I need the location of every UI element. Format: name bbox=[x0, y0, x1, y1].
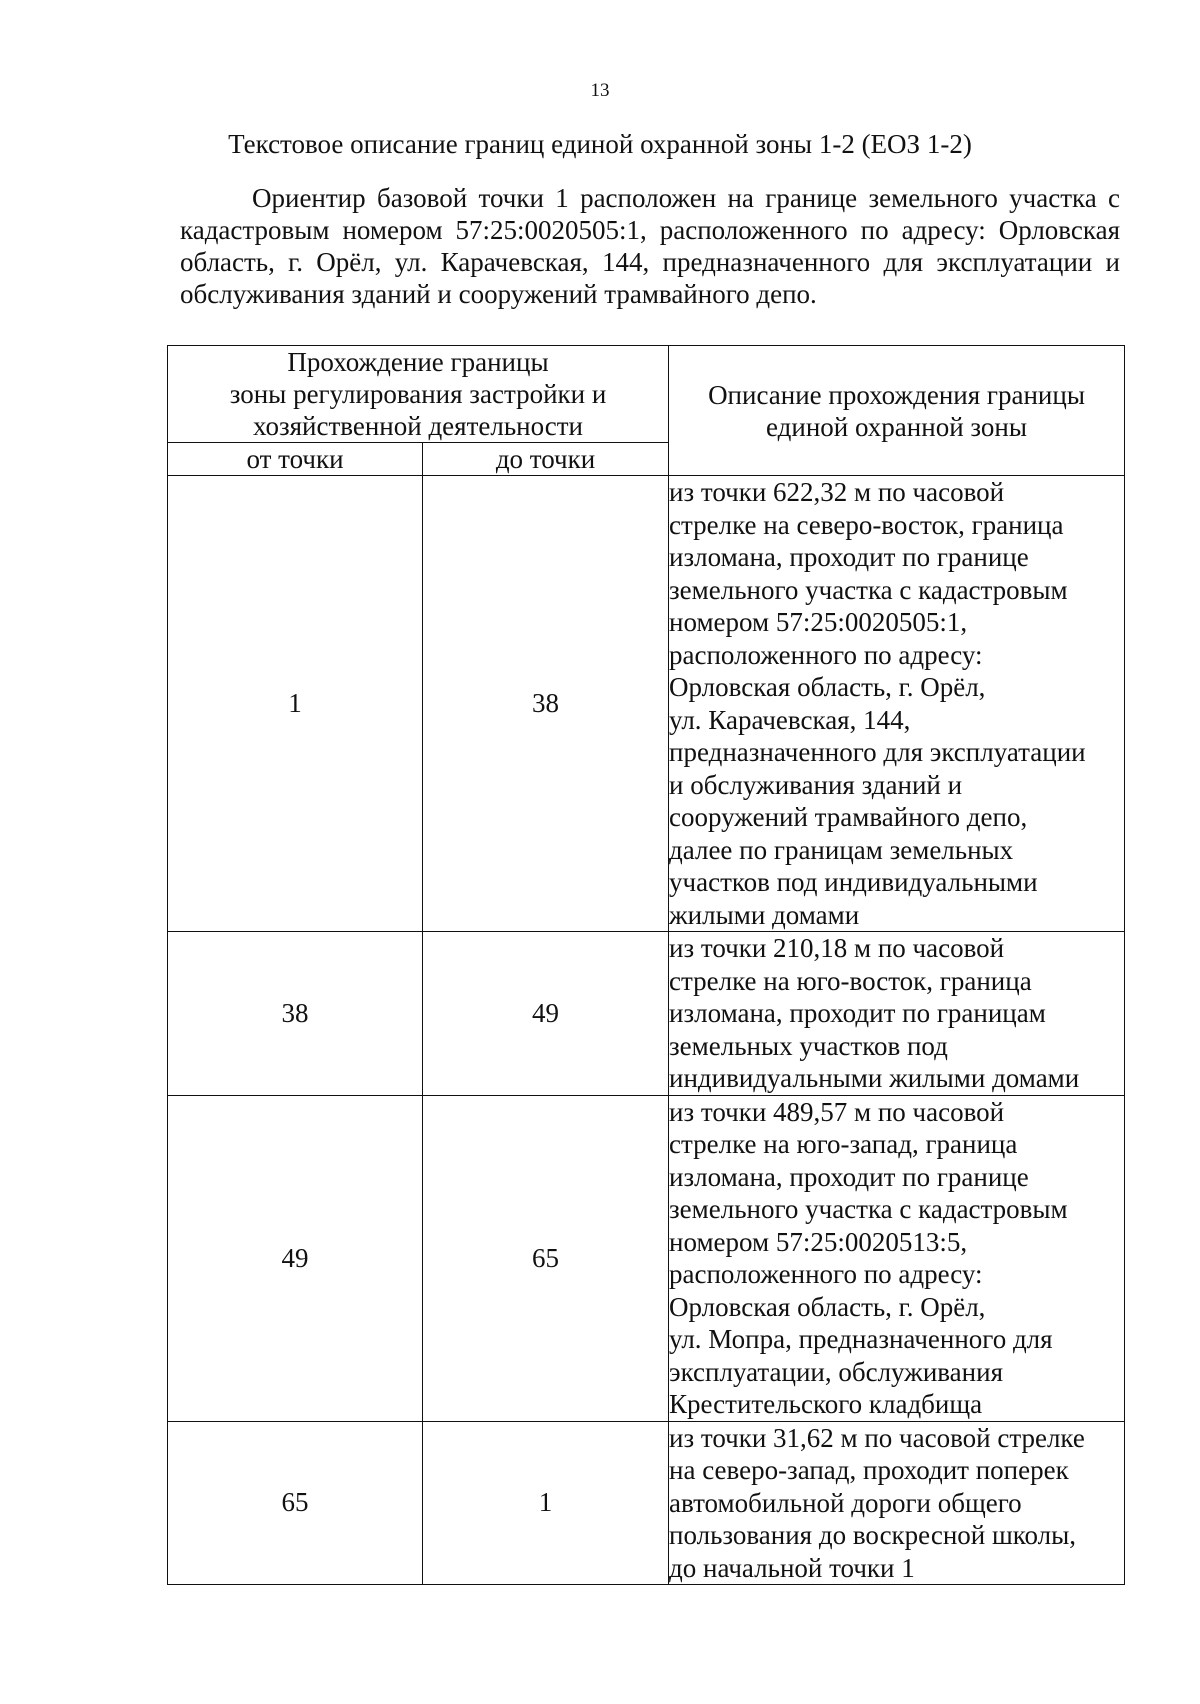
description-line: земельных участков под bbox=[669, 1030, 948, 1061]
from-point-cell: 1 bbox=[168, 476, 423, 932]
from-point-cell: 38 bbox=[168, 932, 423, 1096]
header-line: единой охранной зоны bbox=[766, 411, 1027, 442]
header-line: Описание прохождения границы bbox=[708, 379, 1085, 410]
description-line: Орловская область, г. Орёл, bbox=[669, 1291, 986, 1322]
boundary-description-cell bbox=[669, 1095, 1125, 1421]
description-line: изломана, проходит по границе bbox=[669, 1161, 1029, 1192]
table-row bbox=[168, 476, 1125, 932]
description-line: Орловская область, г. Орёл, bbox=[669, 672, 986, 702]
to-point-cell: 38 bbox=[423, 476, 669, 932]
header-line: Прохождение границы bbox=[287, 347, 549, 377]
table-row bbox=[168, 932, 1125, 1096]
table-row bbox=[168, 1421, 1125, 1585]
to-point-cell: 49 bbox=[423, 932, 669, 1096]
header-line: хозяйственной деятельности bbox=[252, 411, 584, 441]
description-line: пользования до воскресной школы, bbox=[669, 1520, 1077, 1550]
description-line: из точки 31,62 м по часовой стрелке bbox=[669, 1422, 1085, 1453]
description-line: земельного участка с кадастровым bbox=[669, 574, 1068, 605]
description-line: и обслуживания зданий и bbox=[669, 769, 963, 800]
description-line: из точки 210,18 м по часовой bbox=[669, 933, 1005, 963]
page-number: 13 bbox=[590, 80, 610, 101]
from-point-header: от точки bbox=[168, 443, 423, 476]
description-line: предназначенного для эксплуатации bbox=[669, 737, 1086, 767]
boundary-table bbox=[167, 345, 1125, 1585]
description-line: до начальной точки 1 bbox=[669, 1552, 915, 1583]
description-line: участков под индивидуальными bbox=[669, 867, 1038, 897]
description-line: номером 57:25:0020505:1, bbox=[669, 607, 968, 637]
description-column-header bbox=[669, 346, 1125, 476]
boundary-description-cell bbox=[669, 476, 1125, 932]
boundary-group-header bbox=[168, 346, 669, 443]
description-line: ул. Карачевская, 144, bbox=[669, 704, 911, 735]
from-point-cell: 65 bbox=[168, 1421, 423, 1585]
to-point-cell: 1 bbox=[423, 1421, 669, 1585]
description-line: Крестительского кладбища bbox=[669, 1389, 983, 1419]
description-line: расположенного по адресу: bbox=[669, 639, 983, 670]
description-line: индивидуальными жилыми домами bbox=[669, 1063, 1080, 1093]
description-line: номером 57:25:0020513:5, bbox=[669, 1226, 968, 1257]
table-header-row bbox=[168, 346, 1125, 443]
table-body bbox=[168, 476, 1125, 1585]
boundary-description-cell bbox=[669, 932, 1125, 1096]
table-row bbox=[168, 1095, 1125, 1421]
document-title: Текстовое описание границ единой охранной зоны 1-2 (ЕОЗ 1-2) bbox=[228, 129, 972, 159]
from-point-cell: 49 bbox=[168, 1095, 423, 1421]
description-line: далее по границам земельных bbox=[669, 834, 1014, 865]
description-line: расположенного по адресу: bbox=[669, 1259, 983, 1289]
description-line: жилыми домами bbox=[669, 899, 860, 930]
description-line: земельного участка с кадастровым bbox=[669, 1194, 1068, 1224]
description-line: стрелке на северо-восток, граница bbox=[669, 509, 1064, 540]
description-line: из точки 622,32 м по часовой bbox=[669, 477, 1005, 507]
to-point-header: до точки bbox=[423, 443, 669, 476]
header-line: зоны регулирования застройки и bbox=[229, 379, 607, 409]
description-line: изломана, проходит по границам bbox=[669, 998, 1046, 1028]
description-line: ул. Мопра, предназначенного для bbox=[669, 1324, 1053, 1354]
description-line: автомобильной дороги общего bbox=[669, 1487, 1022, 1518]
description-line: изломана, проходит по границе bbox=[669, 542, 1029, 572]
description-line: на северо-запад, проходит поперек bbox=[669, 1455, 1069, 1485]
description-line: стрелке на юго-восток, граница bbox=[669, 965, 1032, 996]
boundary-description-cell bbox=[669, 1421, 1125, 1585]
description-line: из точки 489,57 м по часовой bbox=[669, 1096, 1005, 1127]
description-line: стрелке на юго-запад, граница bbox=[669, 1129, 1018, 1159]
intro-paragraph: Ориентир базовой точки 1 расположен на границе земельного участка с кадастровым номером 57:25:0020505:1, расположенного по адресу: Орловская область, г. Орёл, ул. Карачевская, 144, предназначенного для эксплуатации и обслуживания зданий и сооружений трамвайного депо. bbox=[180, 183, 1120, 309]
description-line: эксплуатации, обслуживания bbox=[669, 1356, 1003, 1387]
description-line: сооружений трамвайного депо, bbox=[669, 802, 1028, 832]
to-point-cell: 65 bbox=[423, 1095, 669, 1421]
